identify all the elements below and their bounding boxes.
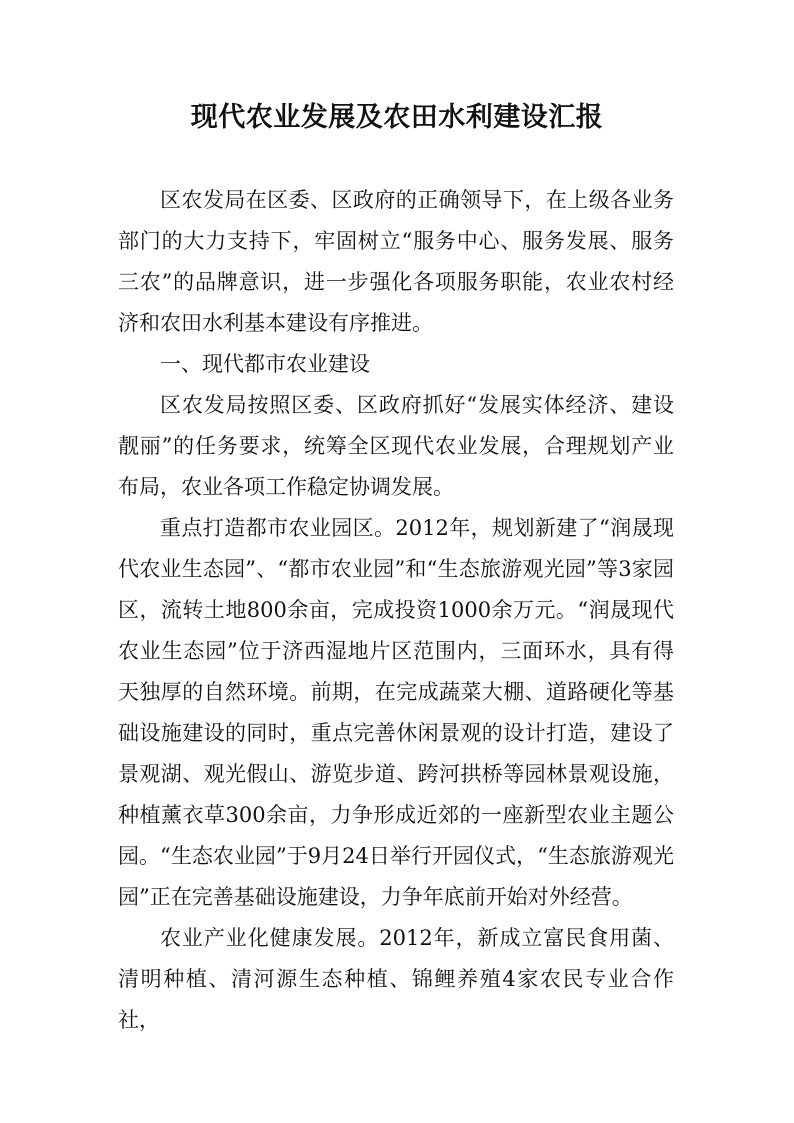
body-paragraph: 重点打造都市农业园区。2012年，规划新建了“润晟现代农业生态园”、“都市农业园”和“生态旅游观光园”等3家园区，流转土地800余亩，完成投资1000余万元。“润晟现代农业生态园”位于济西湿地片区范围内，三面环水，具有得天独厚的自然环境。前期，在完成蔬菜大棚、道路硬化等基础设施建设的同时，重点完善休闲景观的设计打造，建设了景观湖、观光假山、游览步道、跨河拱桥等园林景观设施，种植薰衣草300余亩，力争形成近郊的一座新型农业主题公园。“生态农业园”于9月24日举行开园仪式，“生态旅游观光园”正在完善基础设施建设，力争年底前开始对外经营。 <box>118 516 674 909</box>
body-paragraph: 区农发局按照区委、区政府抓好“发展实体经济、建设靓丽”的任务要求，统筹全区现代农业发展，合理规划产业布局，农业各项工作稳定协调发展。 <box>118 393 674 499</box>
intro-paragraph: 区农发局在区委、区政府的正确领导下，在上级各业务部门的大力支持下，牢固树立“服务中心、服务发展、服务三农”的品牌意识，进一步强化各项服务职能，农业农村经济和农田水利基本建设有序推进。 <box>118 188 674 335</box>
document-title: 现代农业发展及农田水利建设汇报 <box>190 102 604 133</box>
document-body <box>118 180 674 1041</box>
body-paragraph: 农业产业化健康发展。2012年，新成立富民食用菌、清明种植、清河源生态种植、锦鲤养殖4家农民专业合作社， <box>118 926 674 1032</box>
section-heading: 一、现代都市农业建设 <box>160 352 370 376</box>
